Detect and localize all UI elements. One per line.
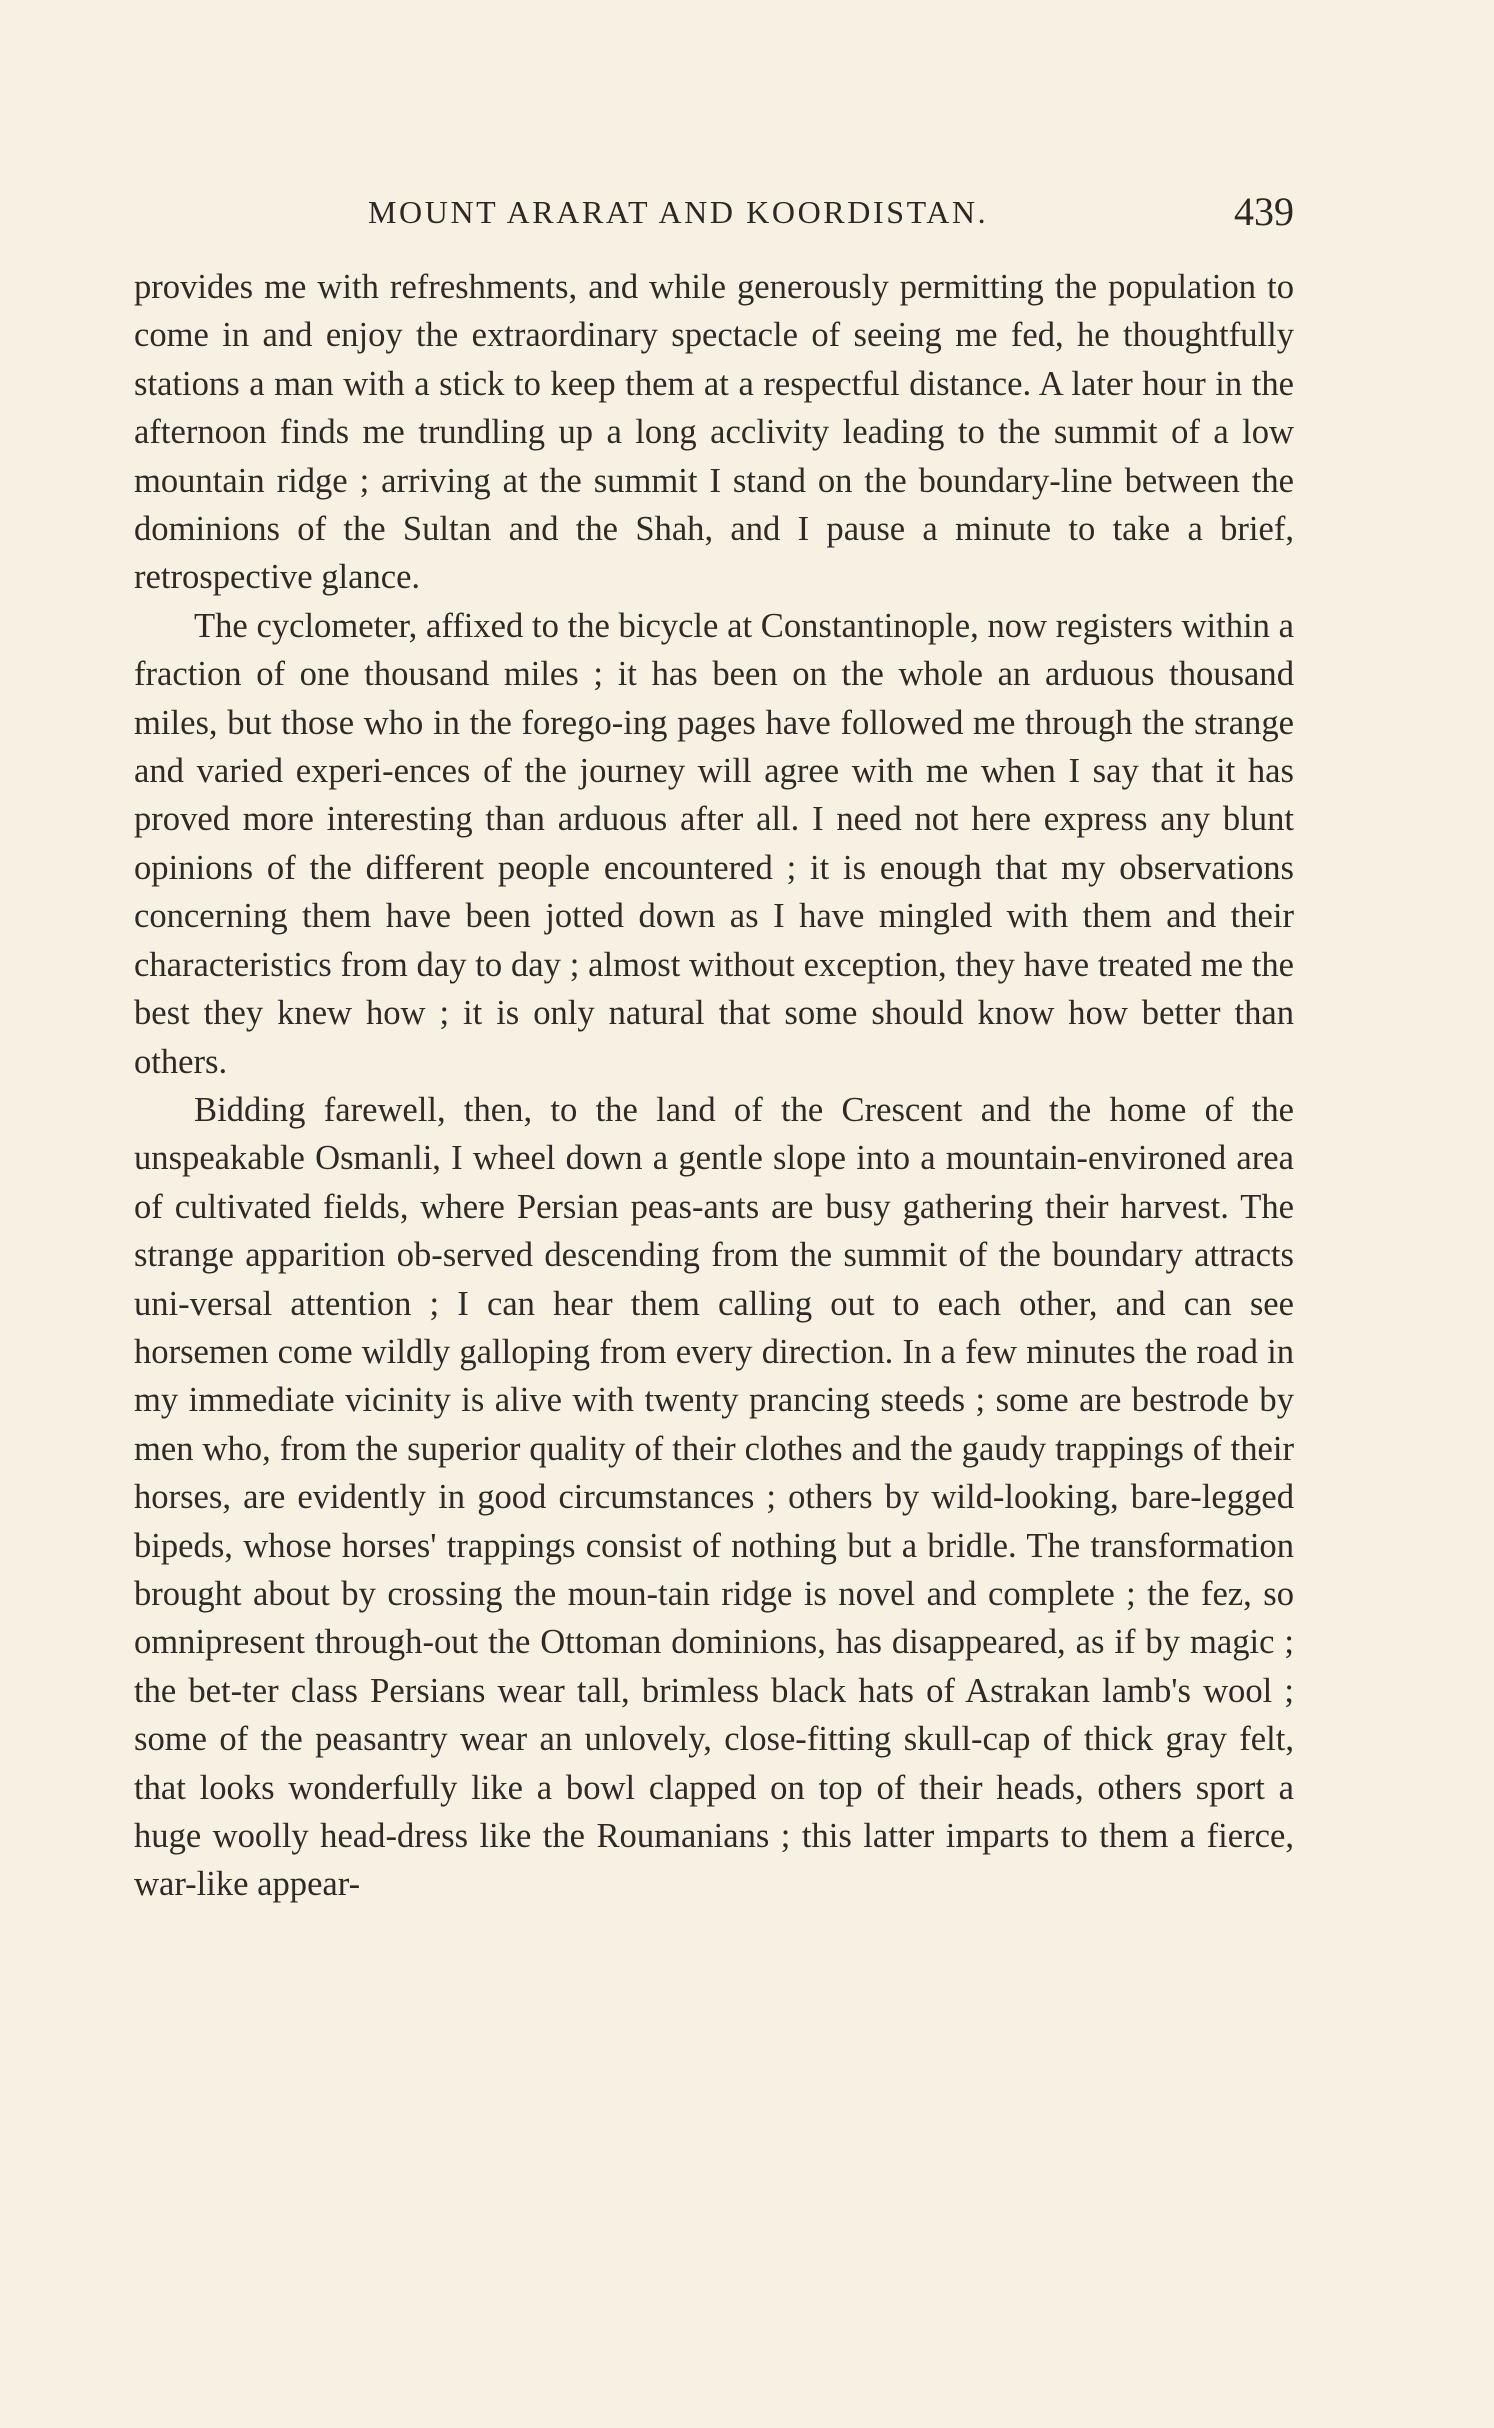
body-text bbox=[134, 263, 1294, 1909]
paragraph-3: Bidding farewell, then, to the land of the Crescent and the home of the unspeakable Osmanli, I wheel down a gentle slope into a mountain-environed area of cultivated fields, where Persian peas-ants are busy gathering their harvest. The strange apparition ob-served descending from the summit of the boundary attracts uni-versal attention ; I can hear them calling out to each other, and can see horsemen come wildly galloping from every direction. In a few minutes the road in my immediate vicinity is alive with twenty prancing steeds ; some are bestrode by men who, from the superior quality of their clothes and the gaudy trappings of their horses, are evidently in good circumstances ; others by wild-looking, bare-legged bipeds, whose horses' trappings consist of nothing but a bridle. The transformation brought about by crossing the moun-tain ridge is novel and complete ; the fez, so omnipresent through-out the Ottoman dominions, has disappeared, as if by magic ; the bet-ter class Persians wear tall, brimless black hats of Astrakan lamb's wool ; some of the peasantry wear an unlovely, close-fitting skull-cap of thick gray felt, that looks wonderfully like a bowl clapped on top of their heads, others sport a huge woolly head-dress like the Roumanians ; this latter imparts to them a fierce, war-like appear- bbox=[134, 1090, 1294, 1904]
running-title: MOUNT ARARAT AND KOORDISTAN. bbox=[368, 194, 989, 230]
paragraph-2: The cyclometer, affixed to the bicycle at Constantinople, now registers within a fraction of one thousand miles ; it has been on the whole an arduous thousand miles, but those who in the forego-ing pages have followed me through the strange and varied experi-ences of the journey will agree with me when I say that it has proved more interesting than arduous after all. I need not here express any blunt opinions of the different people encountered ; it is enough that my observations concerning them have been jotted down as I have mingled with them and their characteristics from day to day ; almost without exception, they have treated me the best they knew how ; it is only natural that some should know how better than others. bbox=[134, 606, 1294, 1081]
paragraph-1: provides me with refreshments, and while generously permitting the population to come in and enjoy the extraordinary spectacle of seeing me fed, he thoughtfully stations a man with a stick to keep them at a respectful distance. A later hour in the afternoon finds me trundling up a long acclivity leading to the summit of a low mountain ridge ; arriving at the summit I stand on the boundary-line between the dominions of the Sultan and the Shah, and I pause a minute to take a brief, retrospective glance. bbox=[134, 268, 1294, 597]
page-header bbox=[134, 188, 1294, 240]
page-number: 439 bbox=[1234, 189, 1294, 234]
